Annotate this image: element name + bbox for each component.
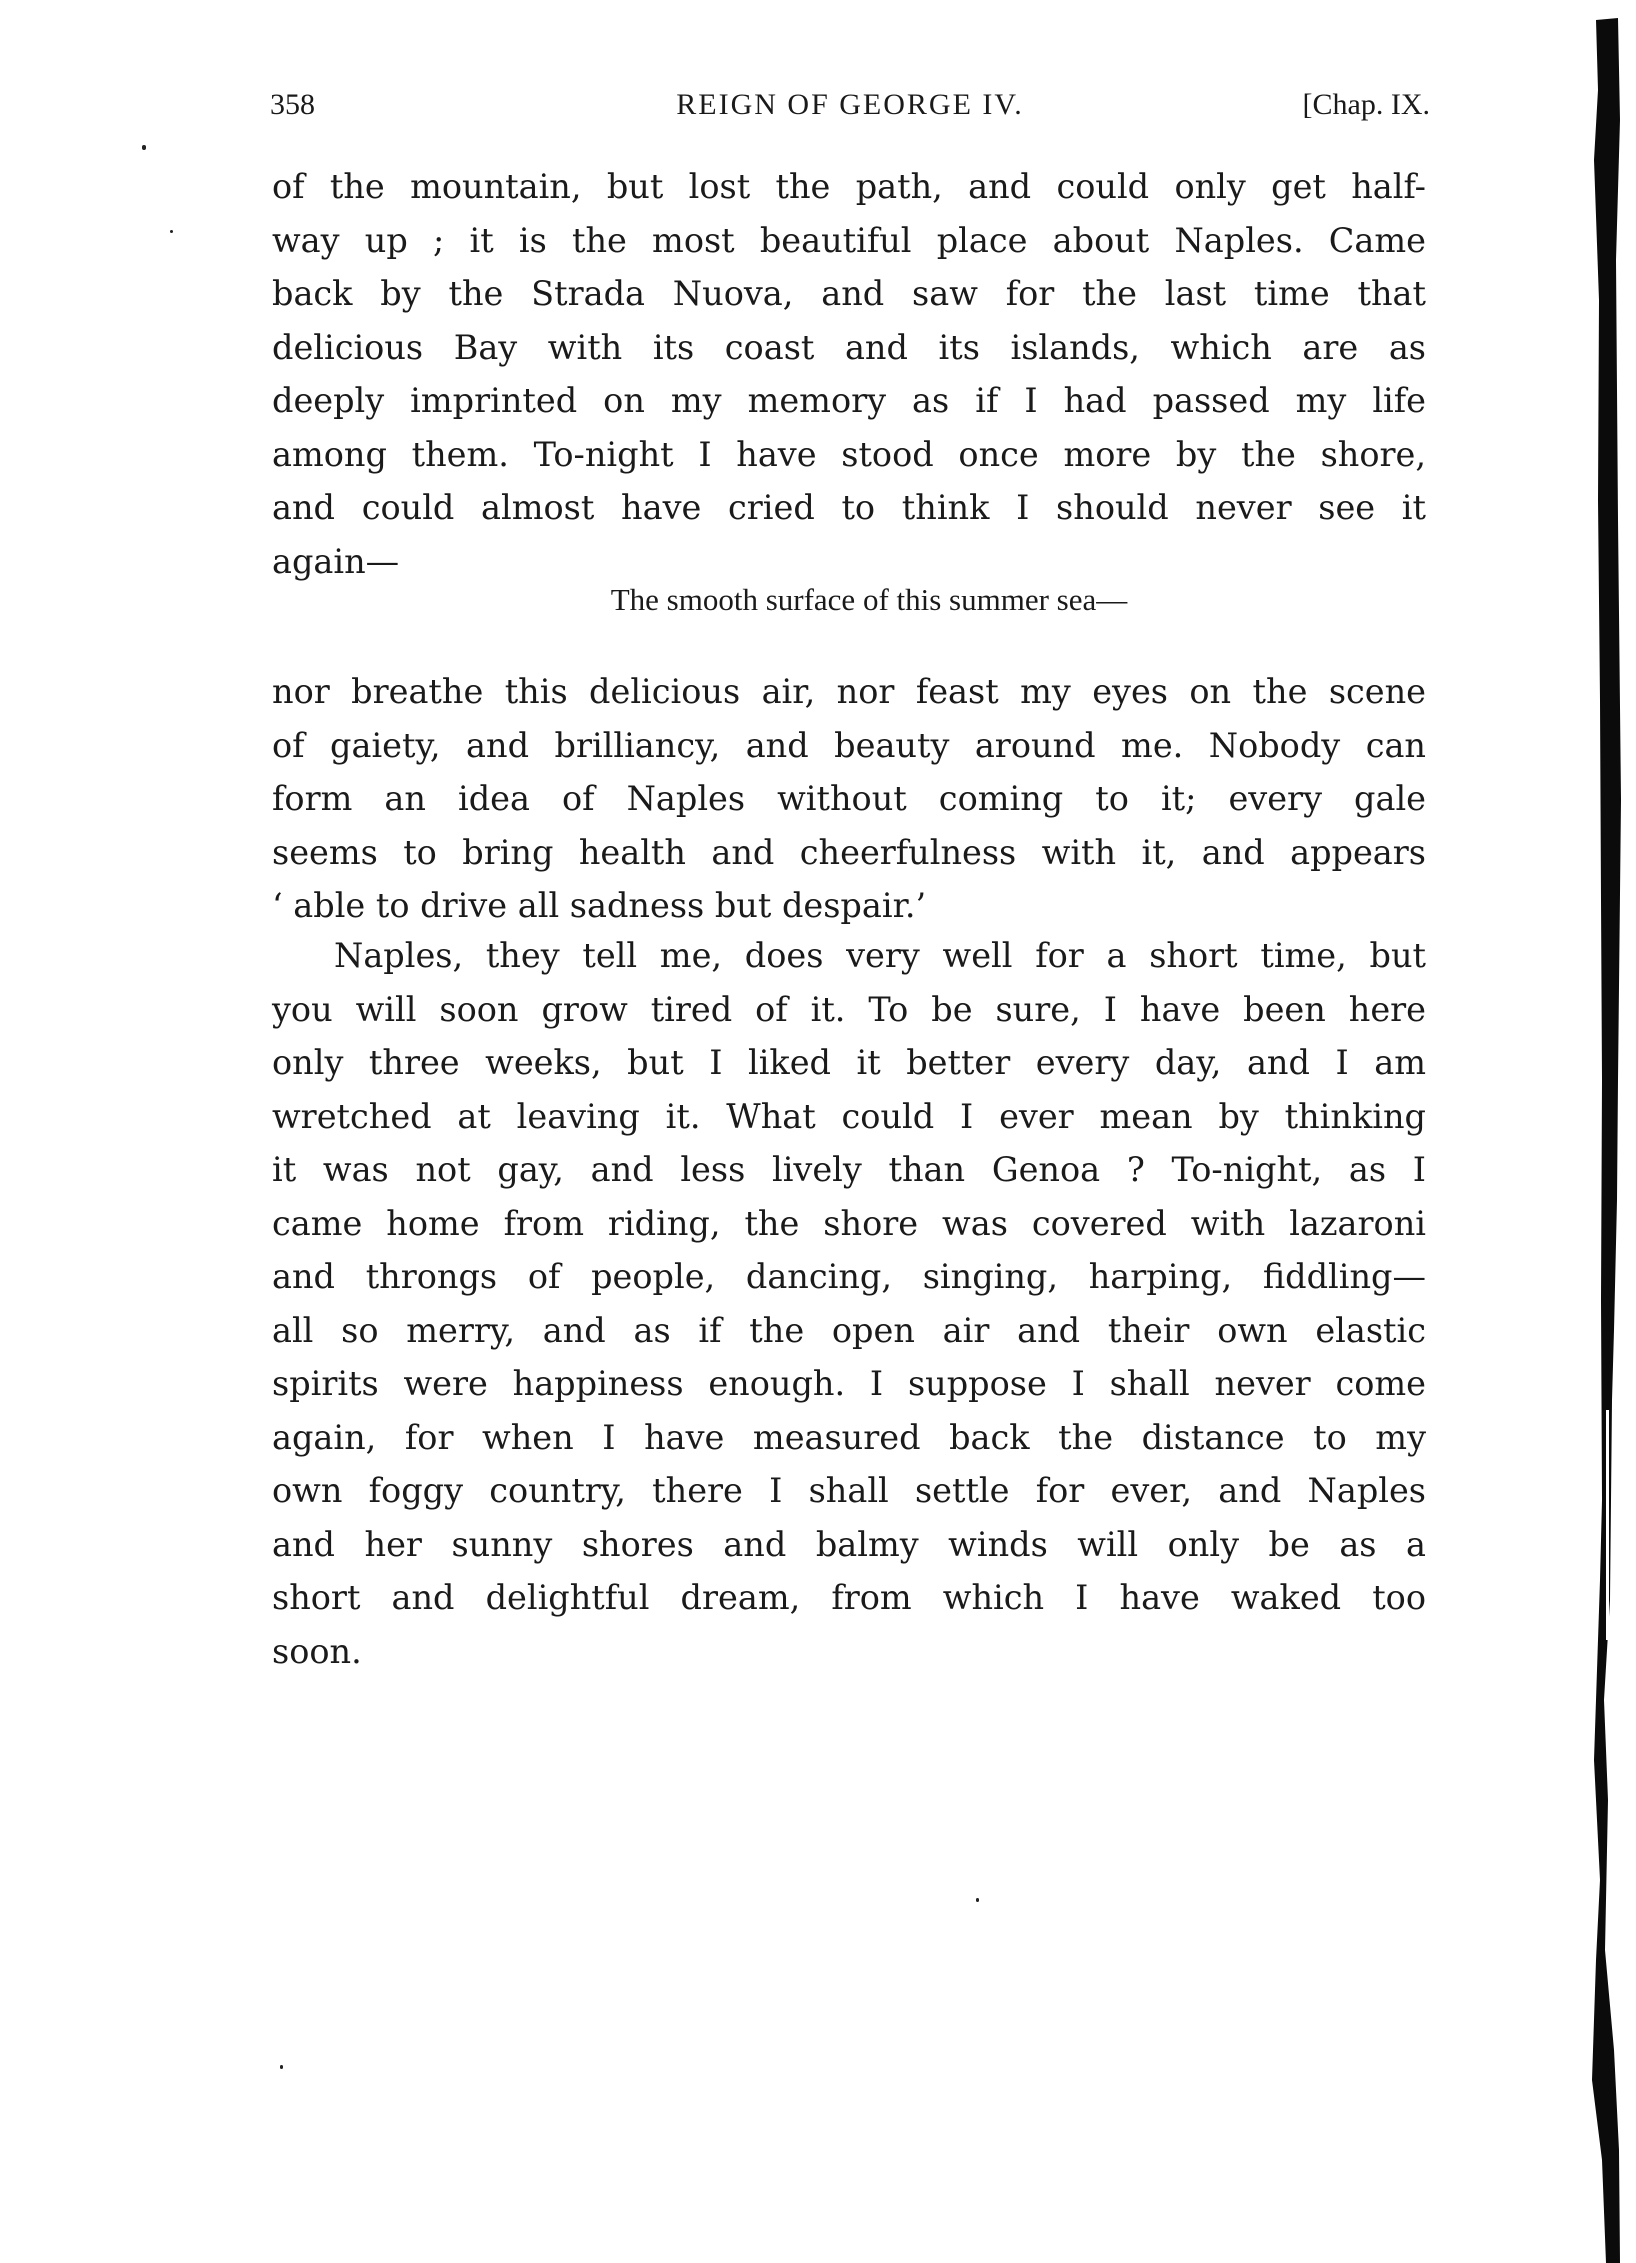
text-line: way up ; it is the most beautiful place about Naples. Came bbox=[272, 220, 1426, 260]
ink-speck bbox=[142, 145, 146, 150]
page-header bbox=[270, 80, 1430, 130]
ink-speck bbox=[280, 2065, 283, 2069]
running-title: REIGN OF GEORGE IV. bbox=[676, 88, 1024, 121]
ink-speck bbox=[976, 1898, 979, 1902]
text-line: own foggy country, there I shall settle for ever, and Naples bbox=[272, 1471, 1426, 1510]
text-line: and throngs of people, dancing, singing, harping, fiddling— bbox=[272, 1257, 1426, 1296]
paragraph-3 bbox=[272, 929, 1426, 1678]
text-line: again— bbox=[272, 541, 400, 581]
text-line: Naples, they tell me, does very well for a short time, but bbox=[334, 936, 1426, 975]
text-line: of the mountain, but lost the path, and could only get half- bbox=[272, 167, 1426, 206]
text-line: back by the Strada Nuova, and saw for the last time that bbox=[272, 274, 1426, 313]
text-line: short and delightful dream, from which I have waked too bbox=[272, 1578, 1426, 1617]
text-line: of gaiety, and brilliancy, and beauty around me. Nobody can bbox=[272, 725, 1426, 765]
text-line: came home from riding, the shore was covered with lazaroni bbox=[272, 1203, 1426, 1243]
ink-speck bbox=[170, 230, 173, 233]
text-line: and her sunny shores and balmy winds will only be as a bbox=[272, 1524, 1426, 1564]
text-line: again, for when I have measured back the distance to my bbox=[272, 1417, 1426, 1457]
binding-shadow bbox=[1592, 18, 1621, 2263]
text-line: seems to bring health and cheerfulness with it, and appears bbox=[272, 832, 1426, 872]
text-line: soon. bbox=[272, 1631, 362, 1671]
text-line: wretched at leaving it. What could I ever mean by thinking bbox=[272, 1096, 1426, 1136]
text-line: you will soon grow tired of it. To be sure, I have been here bbox=[272, 989, 1426, 1029]
paragraph-1 bbox=[272, 160, 1426, 588]
scanned-binding-edge bbox=[1574, 0, 1636, 2263]
text-line: only three weeks, but I liked it better every day, and I am bbox=[272, 1043, 1426, 1082]
binding-highlight bbox=[1606, 1410, 1609, 1640]
text-line: all so merry, and as if the open air and their own elastic bbox=[272, 1310, 1426, 1350]
text-line: deeply imprinted on my memory as if I had passed my life bbox=[272, 381, 1426, 420]
text-line: delicious Bay with its coast and its islands, which are as bbox=[272, 327, 1426, 367]
chapter-reference: [Chap. IX. bbox=[1302, 88, 1430, 121]
text-line: among them. To-night I have stood once more by the shore, bbox=[272, 434, 1426, 474]
text-line: spirits were happiness enough. I suppose I shall never come bbox=[272, 1364, 1426, 1403]
text-line: it was not gay, and less lively than Genoa ? To-night, as I bbox=[272, 1150, 1426, 1189]
text-line: form an idea of Naples without coming to it; every gale bbox=[272, 779, 1426, 818]
text-line: nor breathe this delicious air, nor feast my eyes on the scene bbox=[272, 672, 1426, 711]
page-number: 358 bbox=[270, 88, 315, 121]
text-line: ‘ able to drive all sadness but despair.’ bbox=[272, 886, 927, 925]
text-line: and could almost have cried to think I should never see it bbox=[272, 488, 1426, 527]
paragraph-2 bbox=[272, 665, 1426, 933]
quoted-verse: The smooth surface of this summer sea— bbox=[610, 582, 1128, 617]
